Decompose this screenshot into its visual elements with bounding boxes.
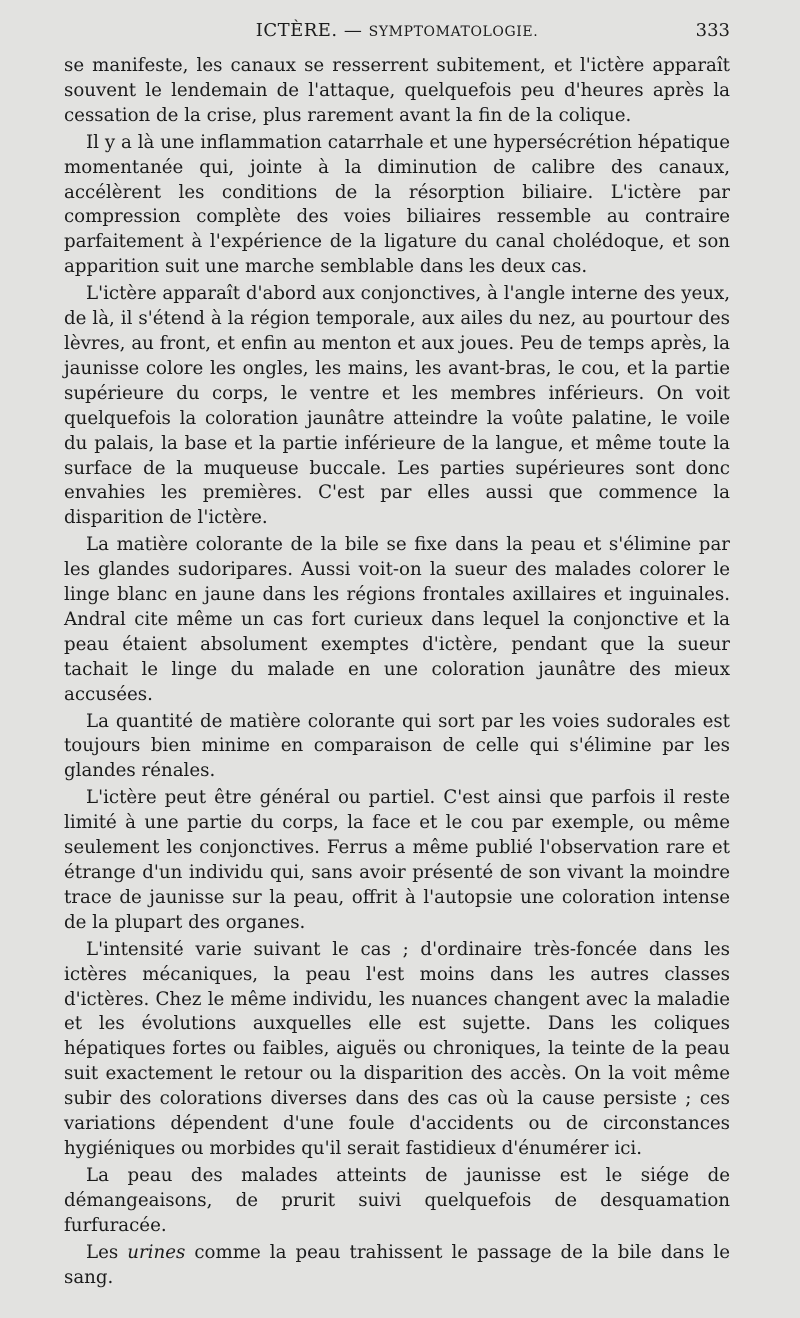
paragraph-9 <box>64 1241 730 1291</box>
paragraph-9-start: Les <box>86 1241 128 1263</box>
paragraph-6: L'ictère peut être général ou partiel. C'est ainsi que parfois il reste limité à une partie du corps, la face et le cou par exemple, ou même seulement les conjonctives. Ferrus a même publié l'observation rare et étrange d'un individu qui, sans avoir présenté de son vivant la moindre trace de jaunisse sur la peau, offrit à l'autopsie une coloration intense de la plupart des organes. <box>64 787 730 933</box>
title-separator: — <box>343 20 363 41</box>
page-number: 333 <box>695 20 730 41</box>
paragraph-8: La peau des malades atteints de jaunisse est le siége de démangeaisons, de prurit suivi quelquefois de desquamation furfuracée. <box>64 1164 730 1236</box>
paragraph-4: La matière colorante de la bile se fixe dans la peau et s'élimine par les glandes sudoripares. Aussi voit-on la sueur des malades colorer le linge blanc en jaune dans les régions frontales axillaires et inguinales. Andral cite même un cas fort curieux dans lequel la conjonctive et la peau étaient absolument exemptes d'ictère, pendant que la sueur tachait le linge du malade en une coloration jaunâtre des mieux accusées. <box>64 534 730 705</box>
chapter-title: ICTÈRE. <box>255 20 338 41</box>
section-title: SYMPTOMATOLOGIE. <box>368 24 539 40</box>
body-text <box>64 54 730 1292</box>
paragraph-7: L'intensité varie suivant le cas ; d'ordinaire très-foncée dans les ictères mécaniques, la peau l'est moins dans les autres classes d'ictères. Chez le même individu, les nuances changent avec la maladie et les évolutions auxquelles elle est sujette. Dans les coliques hépatiques fortes ou faibles, aiguës ou chroniques, la teinte de la peau suit exactement le retour ou la disparition des accès. On la voit même subir des colorations diverses dans des cas où la cause persiste ; ces variations dépendent d'une foule d'accidents ou de circonstances hygiéniques ou morbides qu'il serait fastidieux d'énumérer ici. <box>64 938 730 1159</box>
paragraph-3: L'ictère apparaît d'abord aux conjonctives, à l'angle interne des yeux, de là, il s'étend à la région temporale, aux ailes du nez, au pourtour des lèvres, au front, et enfin au menton et aux joues. Peu de temps après, la jaunisse colore les ongles, les mains, les avant-bras, le cou, et la partie supérieure du corps, le ventre et les membres inférieurs. On voit quelquefois la coloration jaunâtre atteindre la voûte palatine, le voile du palais, la base et la partie inférieure de la langue, et même toute la surface de la muqueuse buccale. Les parties supérieures sont donc envahies les premières. C'est par elles aussi que commence la disparition de l'ictère. <box>64 283 730 529</box>
paragraph-2: Il y a là une inflammation catarrhale et une hypersécrétion hépatique momentanée qui, jointe à la diminution de calibre des canaux, accélèrent les conditions de la résorption biliaire. L'ictère par compression complète des voies biliaires ressemble au contraire parfaitement à l'expérience de la ligature du canal cholédoque, et son apparition suit une marche semblable dans les deux cas. <box>64 131 730 278</box>
paragraph-9-end: comme la peau trahissent le passage de la bile dans le sang. <box>64 1241 730 1288</box>
running-title <box>64 20 730 41</box>
paragraph-1: se manifeste, les canaux se resserrent subitement, et l'ictère apparaît souvent le lendemain de l'attaque, quelquefois peu d'heures après la cessation de la crise, plus rarement avant la fin de la colique. <box>64 55 730 126</box>
paragraph-5: La quantité de matière colorante qui sort par les voies sudorales est toujours bien minime en comparaison de celle qui s'élimine par les glandes rénales. <box>64 710 730 782</box>
page-header <box>64 20 730 48</box>
emphasis-urines: urines <box>127 1241 186 1263</box>
